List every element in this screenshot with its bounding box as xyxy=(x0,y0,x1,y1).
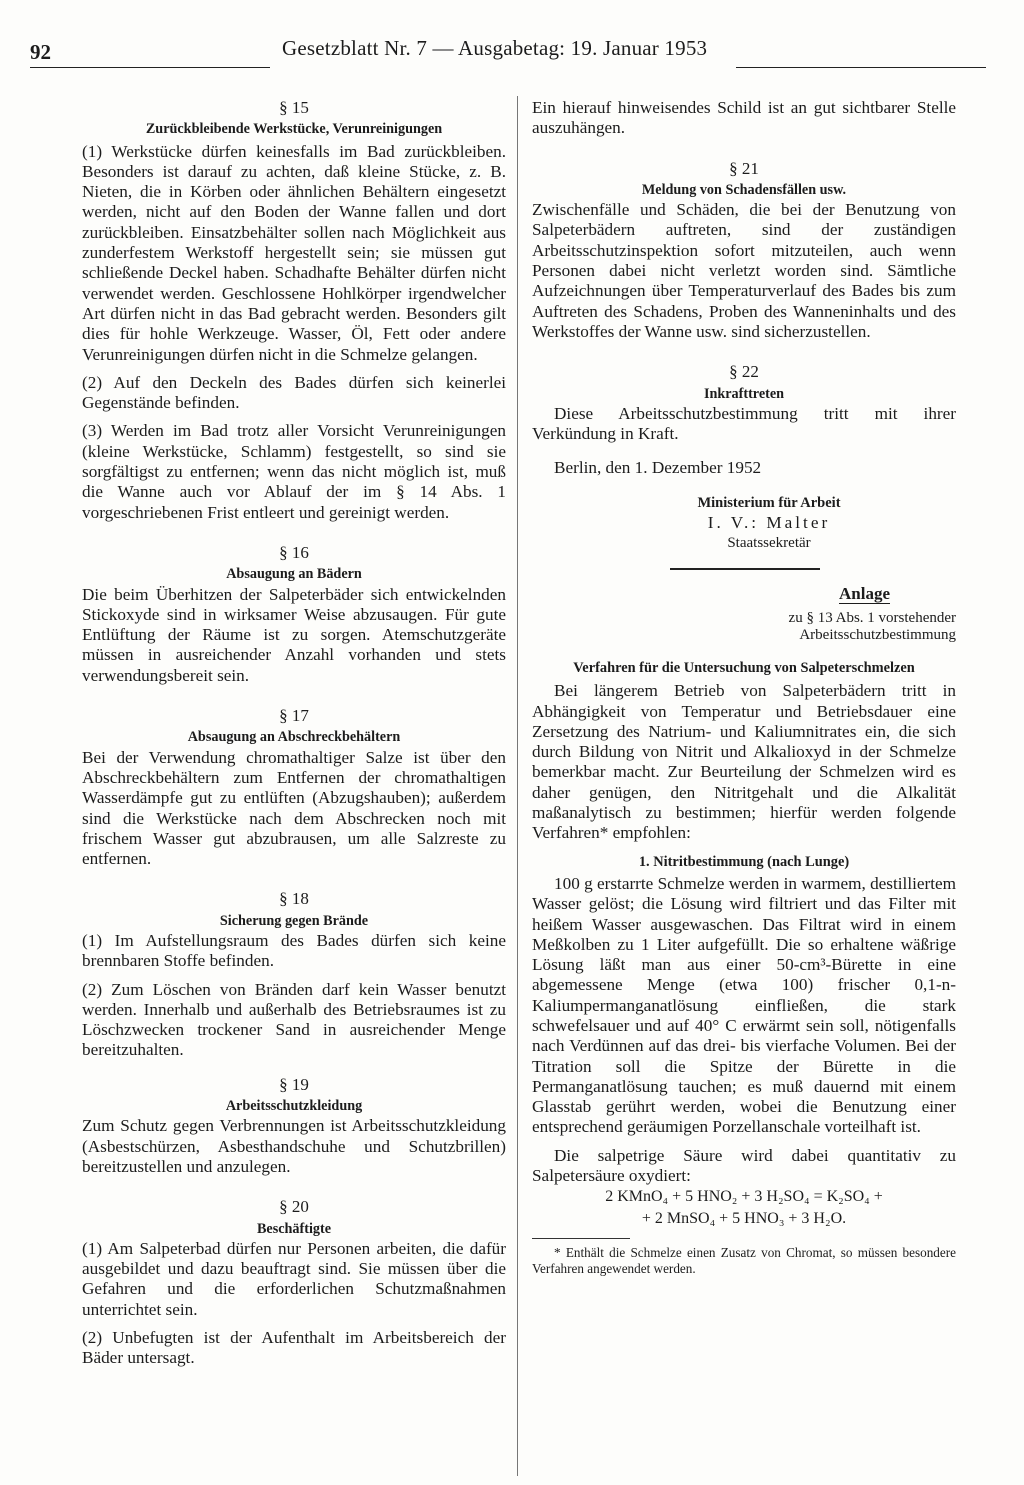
section-22-para-1: Diese Arbeitsschutzbestimmung tritt mit ihrer Verkündung in Kraft. xyxy=(532,403,956,444)
section-21-para-1: Zwischenfälle und Schäden, die bei der Benutzung von Salpeterbädern auftreten, sind der zuständigen Arbeitsschutzinspektion sofort mitzuteilen, auch wenn Personen dabei nicht verletzt worden sind. Sämtliche Aufzeichnungen über Temperaturverlauf des Bades bis zum Auftreten des Schadens, Proben des Wanneninhalts und des Werkstoffes der Wanne usw. sind sicherzustellen. xyxy=(532,200,956,341)
section-title-16: Absaugung an Bädern xyxy=(226,566,362,583)
page-number: 92 xyxy=(30,40,51,64)
section-title-21: Meldung von Schadensfällen usw. xyxy=(641,181,847,198)
section-number-16: § 16 xyxy=(279,542,309,562)
section-number-19: § 19 xyxy=(279,1074,309,1094)
footnote: * Enthält die Schmelze einen Zusatz von Chromat, so müssen besondere Verfahren angewendet werden. xyxy=(532,1245,956,1277)
section-18-para-2: (2) Zum Löschen von Bränden darf kein Wasser benutzt werden. Innerhalb und außerhalb des Betriebsraumes ist zu Löschzwecken trockener Sand in ausreichender Menge bereitzuhalten. xyxy=(82,979,506,1060)
annex-heading: Verfahren für die Untersuchung von Salpeterschmelzen xyxy=(573,659,915,676)
page-header xyxy=(30,36,986,74)
signature-organization: Ministerium für Arbeit xyxy=(697,494,841,511)
annex-intro-paragraph: Bei längerem Betrieb von Salpeterbädern tritt in Abhängigkeit von Temperatur und Betriebsdauer eine Zersetzung des Natrium- und Kaliumnitrates ein, die sich durch Bildung von Nitrit und Alkalioxyd in der Schmelze bemerkbar macht. Zur Beurteilung der Schmelzen wird es daher genügen, den Nitritgehalt und die Alkalität maßanalytisch zu bestimmen; hierfür werden folgende Verfahren* empfohlen: xyxy=(532,681,956,843)
section-number-18: § 18 xyxy=(279,889,309,909)
section-16-para-1: Die beim Überhitzen der Salpeterbäder sich entwickelnden Stickoxyde sind in wirksamer Weise abzusaugen. Für gute Entlüftung der Räume ist zu sorgen. Atemschutzgeräte müssen in ausreichender Anzahl vorhanden und stets verwendungsbereit sein. xyxy=(82,584,506,685)
chemical-equation-line-2: + 2 MnSO₄ + 5 HNO₃ + 3 H₂O. xyxy=(641,1210,847,1228)
column-divider xyxy=(517,96,518,1476)
right-column xyxy=(532,98,956,1277)
section-20-para-2: (2) Unbefugten ist der Aufenthalt im Arbeitsbereich der Bäder untersagt. xyxy=(82,1328,506,1368)
section-18-para-1: (1) Im Aufstellungsraum des Bades dürfen sich keine brennbaren Stoffe befinden. xyxy=(82,930,506,971)
left-column xyxy=(82,98,506,1369)
annex-title: Anlage xyxy=(839,583,890,603)
section-15-para-2: (2) Auf den Deckeln des Bades dürfen sich keinerlei Gegenstände befinden. xyxy=(82,372,506,413)
section-number-22: § 22 xyxy=(729,362,759,382)
section-title-19: Arbeitsschutzkleidung xyxy=(225,1098,363,1115)
section-title-22: Inkrafttreten xyxy=(703,385,785,402)
section-number-21: § 21 xyxy=(729,158,759,178)
section-title-20: Beschäftigte xyxy=(256,1220,332,1237)
section-15-para-3: (3) Werden im Bad trotz aller Vorsicht Verunreinigungen (kleine Werkstücke, Schlamm) festgestellt, so sind sie sorgfältigst zu entfernen; wenn das nicht möglich ist, muß die Wanne auch vor Ablauf der im § 14 Abs. 1 vorgeschriebenen Frist entleert und gereinigt werden. xyxy=(82,421,506,522)
section-number-17: § 17 xyxy=(279,706,309,726)
section-20-para-1: (1) Am Salpeterbad dürfen nur Personen arbeiten, die dafür ausgebildet und dazu beauftragt sind. Sie müssen über die Gefahren und die erforderlichen Schutzmaßnahmen unterrichtet sein. xyxy=(82,1238,506,1319)
annex-subheading-1: 1. Nitritbestimmung (nach Lunge) xyxy=(638,853,850,870)
section-15-para-1: (1) Werkstücke dürfen keinesfalls im Bad zurückbleiben. Besonders ist darauf zu achten, daß kleine Stücke, z. B. Nieten, die in Körben oder ähnlichen Behältern eingesetzt werden, nicht auf den Boden der Wanne fallen und dort zurückbleiben. Einsatzbehälter sollen nach Möglichkeit aus zunderfestem Werkstoff hergestellt sein; sie müssen gut schließende Deckel haben. Schadhafte Behälter dürfen nicht verwendet werden. Geschlossene Hohlkörper irgendwelcher Art dürfen nicht in das Bad gebracht werden. Besonders gilt dies für hohle Werkzeuge. Wasser, Öl, Fett oder andere Verunreinigungen dürfen nicht in die Schmelze gelangen. xyxy=(82,141,506,364)
annex-reference-line-2: Arbeitsschutzbestimmung xyxy=(799,626,956,643)
section-number-15: § 15 xyxy=(279,98,309,117)
annex-reference-line-1: zu § 13 Abs. 1 vorstehender xyxy=(788,609,956,626)
section-title-18: Sicherung gegen Brände xyxy=(219,912,369,929)
header-rule-right xyxy=(736,67,986,68)
footnote-rule xyxy=(532,1238,630,1239)
annex-sub1-paragraph-1: 100 g erstarrte Schmelze werden in warmem, destilliertem Wasser gelöst; die Lösung wird filtriert und das Filter mit heißem Wasser ausgewaschen. Das Filtrat wird in einem Meßkolben zu 1 Liter aufgefüllt. Die so erhaltene wäßrige Lösung läßt man aus einer 50-cm³-Bürette in eine abgemessene Menge (etwa 100) frischer 0,1-n-Kaliumpermanganatlösung einfließen, die stark schwefelsauer und auf 40° C erwärmt sein soll, nötigenfalls nach Verdünnen auf das drei- bis vierfache Volumen. Bei der Titration soll die Spitze der Bürette in die Permanganatlösung tauchen; es muß dauernd mit einem Glasstab gerührt werden, wobei die Benutzung einer entsprechend geräumigen Porzellanschale vorteilhaft ist. xyxy=(532,873,956,1137)
signature-place-date: Berlin, den 1. Dezember 1952 xyxy=(554,458,762,478)
signature-name: I. V.: Malter xyxy=(707,513,831,533)
section-title-15: Zurückbleibende Werkstücke, Verunreinigungen xyxy=(145,121,443,138)
annex-sub1-paragraph-2: Die salpetrige Säure wird dabei quantitativ zu Salpetersäure oxydiert: xyxy=(532,1145,956,1186)
section-title-17: Absaugung an Abschreckbehältern xyxy=(187,729,401,746)
section-17-para-1: Bei der Verwendung chromathaltiger Salze ist über den Abschreckbehältern zum Entfernen der chromathaltigen Wasserdämpfe gut zu entlüften (Abzugshauben); außerdem sind die Werkstücke nach dem Abschrecken noch mit frischem Wasser gut abzubrausen, um alle Salzreste zu entfernen. xyxy=(82,747,506,869)
section-number-20: § 20 xyxy=(279,1197,309,1217)
section-19-para-1: Zum Schutz gegen Verbrennungen ist Arbeitsschutzkleidung (Asbestschürzen, Asbesthandschuhe und Schutzbrillen) bereitzustellen und anzulegen. xyxy=(82,1116,506,1176)
signature-title: Staatssekretär xyxy=(727,535,811,552)
chemical-equation-line-1: 2 KMnO₄ + 5 HNO₂ + 3 H₂SO₄ = K₂SO₄ + xyxy=(605,1188,883,1206)
running-title: Gesetzblatt Nr. 7 — Ausgabetag: 19. Januar 1953 xyxy=(282,36,708,60)
section-20-continuation: Ein hierauf hinweisendes Schild ist an gut sichtbarer Stelle auszuhängen. xyxy=(532,98,956,138)
header-rule-left xyxy=(30,67,270,68)
